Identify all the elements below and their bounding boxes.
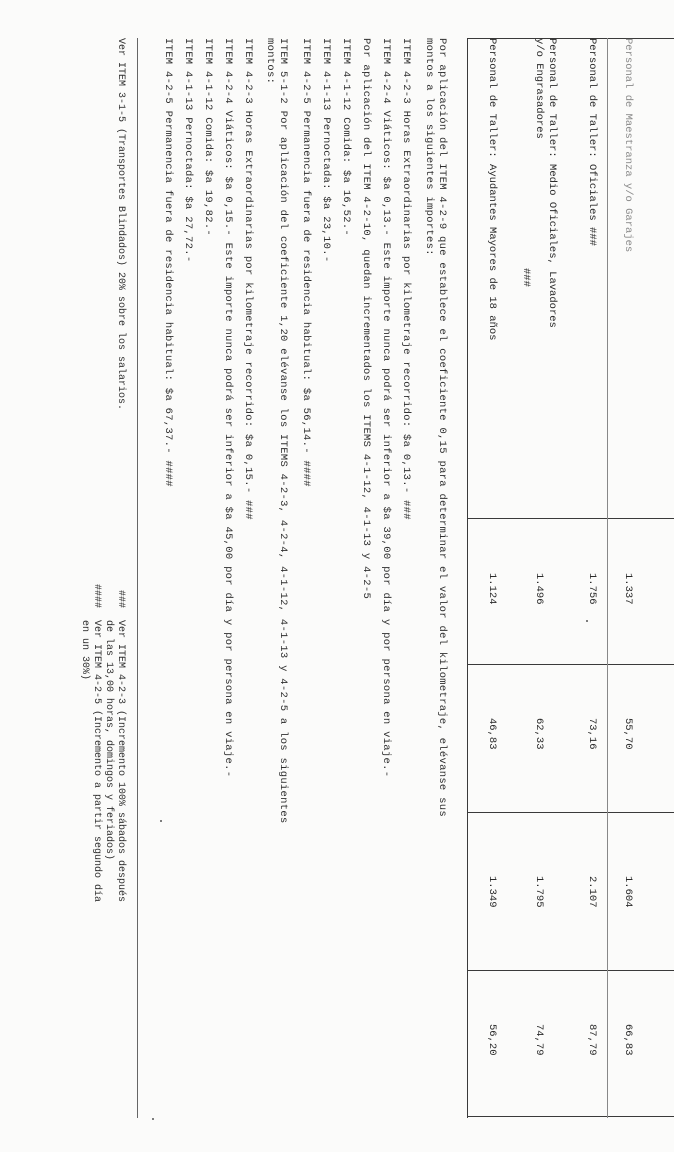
- item-line: ITEM 4-2-4 Viáticos: $a 0,13.- Este importe nunca podrá ser inferior a $a 39,00 por día y por persona en viaje.-: [380, 38, 392, 778]
- item-line: ITEM 4-2-3 Horas Extraordinarias por kilometraje recorrido: $a 0,15.- ###: [242, 38, 254, 520]
- row-value: 87,79: [586, 1024, 598, 1056]
- row-value: 1.349: [486, 876, 498, 908]
- row-label: Personal de Taller: Ayudantes Mayores de 18 años: [486, 38, 498, 341]
- scan-speck: [586, 620, 588, 622]
- row-value: 1.756: [586, 573, 598, 605]
- footnote: Ver ITEM 4-2-3 (Incremento 100% sábados después: [115, 620, 126, 903]
- row-label: Personal de Taller: Oficiales ###: [586, 38, 598, 246]
- table-column-divider: [468, 812, 674, 813]
- table-left-border: [468, 38, 674, 39]
- row-value: 1.496: [533, 573, 545, 605]
- row-value: 62,33: [533, 718, 545, 750]
- row-value: 55,70: [622, 718, 634, 750]
- table-row: [578, 38, 598, 1118]
- footnote-marker: ###: [115, 590, 126, 609]
- paragraph-line: montos:: [264, 38, 276, 85]
- row-label-continued: y/o Engrasadores: [533, 38, 545, 139]
- item-line: ITEM 4-1-13 Pernoctada: $a 27,72.-: [182, 38, 194, 263]
- footnote-marker: ####: [91, 584, 102, 609]
- item-line: ITEM 4-1-13 Pernoctada: $a 23,10.-: [320, 38, 332, 263]
- footnote: Ver ITEM 4-2-5 (Incremento a partir segundo día: [91, 620, 102, 903]
- item-line: ITEM 4-2-5 Permanencia fuera de residencia habitual: $a 67,37.- ####: [162, 38, 174, 487]
- row-value: 74,79: [533, 1024, 545, 1056]
- scan-speck: [160, 820, 162, 822]
- item-line: ITEM 4-1-12 Comida: $a 19,82.-: [202, 38, 214, 237]
- item-line: ITEM 4-2-4 Viáticos: $a 0,15.- Este importe nunca podrá ser inferior a $a 45,00 por día y por persona en viaje.-: [222, 38, 234, 778]
- row-value: 2.107: [586, 876, 598, 908]
- item-line: ITEM 4-2-5 Permanencia fuera de residencia habitual: $a 56,14.- ####: [300, 38, 312, 487]
- paragraph-line: Por aplicación del ITEM 4-2-9 que establece el coeficiente 0,15 para determinar el valor del kilometraje, elévanse sus: [436, 38, 448, 817]
- row-label: Personal de Maestranza y/o Garajes: [622, 38, 634, 253]
- table-row: [614, 38, 634, 1118]
- scan-speck: [152, 1118, 154, 1120]
- footnote: de las 13,00 horas, domingos y feriados): [103, 620, 114, 861]
- footnote: en un 30%): [79, 620, 90, 681]
- row-label-marker: ###: [520, 268, 532, 287]
- table-row: [514, 38, 558, 1118]
- paragraph-line: montos a los siguientes importes:: [423, 38, 435, 256]
- row-value: 56,20: [486, 1024, 498, 1056]
- item-line: ITEM 5-1-2 Por aplicación del coeficiente 1,20 elévanse los ITEMS 4-2-3, 4-2-4, 4-1-12, 4-1-13 y 4-2-5 a los siguientes: [277, 38, 289, 824]
- wage-table: [467, 38, 674, 1118]
- row-value: 66,83: [622, 1024, 634, 1056]
- row-value: 46,83: [486, 718, 498, 750]
- footnote-rule: [137, 38, 138, 1118]
- paragraph-line: Por aplicación del ITEM 4-2-10, quedan incrementados los ITEMS 4-1-12, 4-1-13 y 4-2-5: [360, 38, 372, 600]
- item-line: ITEM 4-1-12 Comida: $a 16,52.-: [340, 38, 352, 237]
- table-row-rule: [607, 38, 608, 1118]
- row-value: 1.795: [533, 876, 545, 908]
- row-value: 1.337: [622, 573, 634, 605]
- table-row: [478, 38, 498, 1118]
- row-value: 1.124: [486, 573, 498, 605]
- row-value: 73,16: [586, 718, 598, 750]
- item-line: ITEM 4-2-3 Horas Extraordinarias por kilometraje recorrido: $a 0,13.- ###: [400, 38, 412, 520]
- table-column-divider: [468, 970, 674, 971]
- table-right-border: [468, 1116, 674, 1117]
- row-label: Personal de Taller: Medio Oficiales, Lavadores: [546, 38, 558, 328]
- table-column-divider: [468, 664, 674, 665]
- table-column-divider: [468, 518, 674, 519]
- footnote: Ver ITEM 3-1-5 (Transportes Blindados) 20% sobre los salarios.: [115, 38, 126, 411]
- row-value: 1.604: [622, 876, 634, 908]
